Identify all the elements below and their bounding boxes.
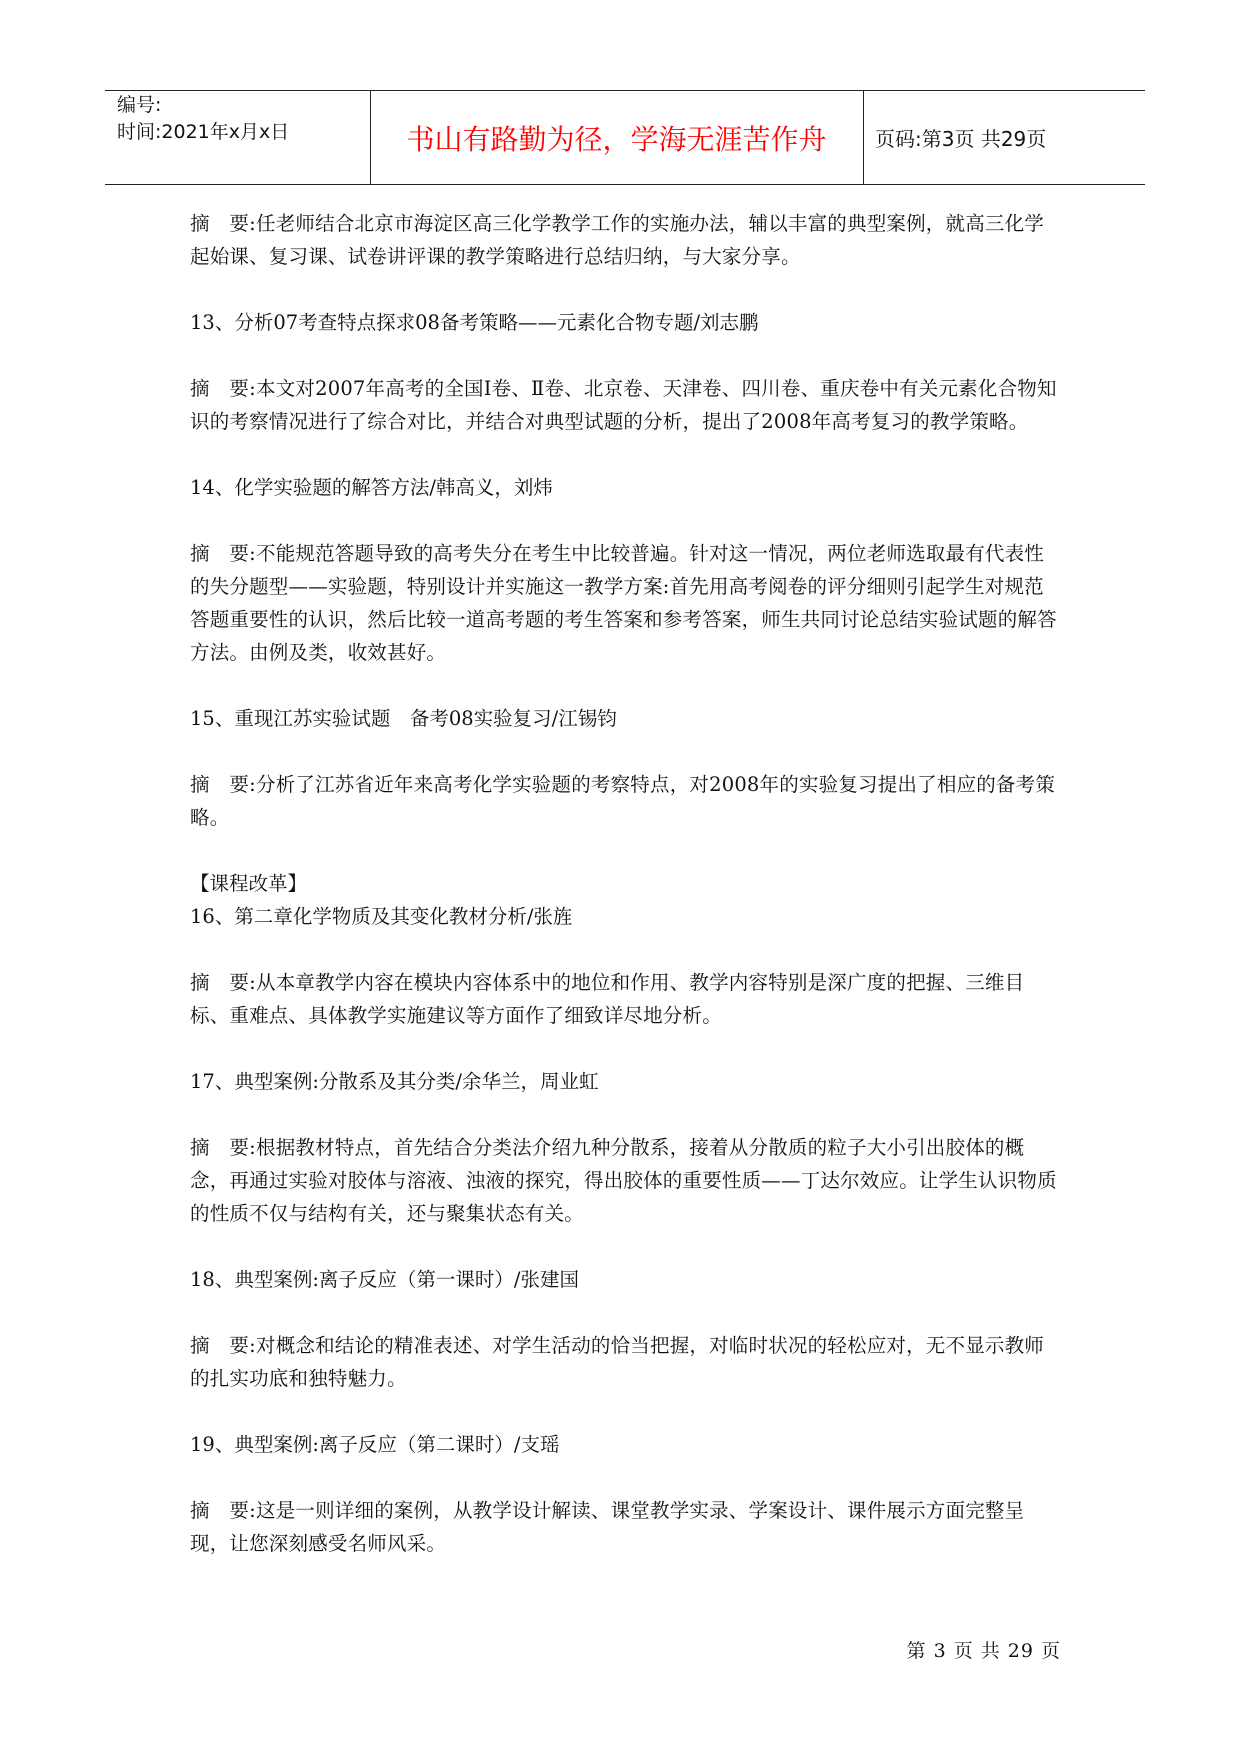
abstract-text: 从本章教学内容在模块内容体系中的地位和作用、教学内容特别是深广度的把握、三维目标、重难点、具体教学实施建议等方面作了细致详尽地分析。 xyxy=(190,971,1025,1027)
time-label: 时间:2021年x月x日 xyxy=(117,121,290,143)
abstract-label: 摘 要: xyxy=(190,971,256,994)
abstract-text: 这是一则详细的案例，从教学设计解读、课堂教学实录、学案设计、课件展示方面完整呈现，让您深刻感受名师风采。 xyxy=(190,1499,1025,1555)
abstract-text: 对概念和结论的精准表述、对学生活动的恰当把握，对临时状况的轻松应对，无不显示教师的扎实功底和独特魅力。 xyxy=(190,1334,1045,1390)
abstract-text: 分析了江苏省近年来高考化学实验题的考察特点，对2008年的实验复习提出了相应的备考策略。 xyxy=(190,773,1056,829)
abstract-paragraph xyxy=(190,207,1062,273)
abstract-text: 任老师结合北京市海淀区高三化学教学工作的实施办法，辅以丰富的典型案例，就高三化学起始课、复习课、试卷讲评课的教学策略进行总结归纳，与大家分享。 xyxy=(190,212,1045,268)
page-header xyxy=(105,90,1145,185)
article-title: 15、重现江苏实验试题 备考08实验复习/江锡钧 xyxy=(190,707,617,730)
abstract-text: 不能规范答题导致的高考失分在考生中比较普遍。针对这一情况，两位老师选取最有代表性的失分题型——实验题，特别设计并实施这一教学方案:首先用高考阅卷的评分细则引起学生对规范答题重要性的认识，然后比较一道高考题的考生答案和参考答案，师生共同讨论总结实验试题的解答方法。由例及类，收效甚好。 xyxy=(190,542,1057,664)
article-title: 13、分析07考查特点探求08备考策略——元素化合物专题/刘志鹏 xyxy=(190,311,759,334)
abstract-label: 摘 要: xyxy=(190,1136,256,1159)
header-motto: 书山有路勤为径，学海无涯苦作舟 xyxy=(406,122,827,156)
abstract-label: 摘 要: xyxy=(190,212,256,235)
header-page-info: 页码:第3页 共29页 xyxy=(875,127,1047,151)
abstract-text: 本文对2007年高考的全国Ⅰ卷、Ⅱ卷、北京卷、天津卷、四川卷、重庆卷中有关元素化合物知识的考察情况进行了综合对比，并结合对典型试题的分析，提出了2008年高考复习的教学策略。 xyxy=(190,377,1057,433)
article-title: 19、典型案例:离子反应（第二课时）/支瑶 xyxy=(190,1433,560,1456)
article-title: 18、典型案例:离子反应（第一课时）/张建国 xyxy=(190,1268,579,1291)
article-title: 17、典型案例:分散系及其分类/余华兰，周业虹 xyxy=(190,1070,599,1093)
abstract-label: 摘 要: xyxy=(190,377,256,400)
abstract-label: 摘 要: xyxy=(190,773,256,796)
document-body xyxy=(190,207,1062,1593)
abstract-label: 摘 要: xyxy=(190,1499,256,1522)
number-label: 编号: xyxy=(117,94,162,116)
abstract-label: 摘 要: xyxy=(190,542,256,565)
abstract-text: 根据教材特点，首先结合分类法介绍九种分散系，接着从分散质的粒子大小引出胶体的概念，再通过实验对胶体与溶液、浊液的探究，得出胶体的重要性质——丁达尔效应。让学生认识物质的性质不仅与结构有关，还与聚集状态有关。 xyxy=(190,1136,1057,1225)
abstract-paragraph xyxy=(190,768,1062,834)
abstract-paragraph xyxy=(190,1494,1062,1560)
article-title: 16、第二章化学物质及其变化教材分析/张旌 xyxy=(190,905,573,928)
header-left-cell xyxy=(105,91,370,185)
page-footer: 第 3 页 共 29 页 xyxy=(906,1640,1061,1662)
abstract-paragraph xyxy=(190,372,1062,438)
abstract-paragraph xyxy=(190,537,1062,669)
abstract-paragraph xyxy=(190,1329,1062,1395)
section-heading: 【课程改革】 xyxy=(190,872,308,895)
article-title: 14、化学实验题的解答方法/韩高义，刘炜 xyxy=(190,476,553,499)
abstract-label: 摘 要: xyxy=(190,1334,256,1357)
abstract-paragraph xyxy=(190,966,1062,1032)
abstract-paragraph xyxy=(190,1131,1062,1230)
